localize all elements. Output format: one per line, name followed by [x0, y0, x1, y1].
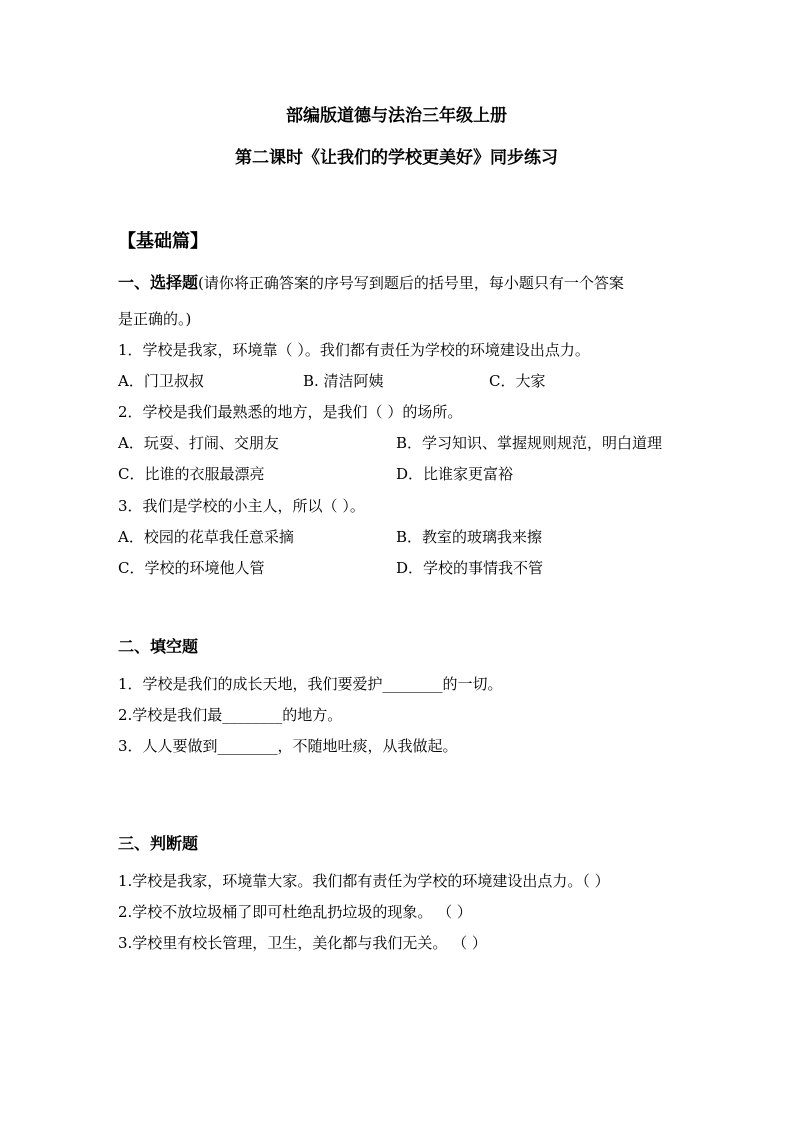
document-subtitle: 第二课时《让我们的学校更美好》同步练习: [235, 148, 558, 168]
document-title: 部编版道德与法治三年级上册: [286, 106, 507, 126]
choice-q2-option-c: C．比谁的衣服最漂亮: [118, 465, 265, 483]
judge-q3: 3.学校里有校长管理，卫生，美化都与我们无关。 （ ）: [118, 934, 487, 952]
fill-q3: 3．人人要做到________，不随地吐痰，从我做起。: [118, 737, 458, 755]
choice-q2-option-a: A．玩耍、打闹、交朋友: [118, 434, 279, 452]
choice-q1-stem: 1．学校是我家，环境靠（ ）。我们都有责任为学校的环境建设出点力。: [118, 341, 590, 359]
choice-q1-option-b: B. 清洁阿姨: [303, 372, 384, 390]
choice-q3-stem: 3．我们是学校的小主人，所以（ ）。: [118, 497, 365, 515]
choice-q2-option-b: B．学习知识、掌握规则规范，明白道理: [396, 434, 663, 452]
choice-instruction-line2: 是正确的。): [118, 310, 192, 328]
choice-q3-option-a: A．校园的花草我任意采摘: [118, 528, 294, 546]
judge-q2: 2.学校不放垃圾桶了即可杜绝乱扔垃圾的现象。 （ ）: [118, 903, 472, 921]
choice-q3-option-d: D．学校的事情我不管: [396, 559, 544, 577]
fill-q1: 1．学校是我们的成长天地，我们要爱护________的一切。: [118, 675, 503, 693]
choice-instruction-line1: (请你将正确答案的序号写到题后的括号里，每小题只有一个答案: [198, 274, 624, 292]
choice-q3-option-b: B．教室的玻璃我来擦: [396, 528, 543, 546]
choice-q3-option-c: C．学校的环境他人管: [118, 559, 265, 577]
choice-q1-option-c: C．大家: [489, 372, 546, 390]
fill-q2: 2.学校是我们最________的地方。: [118, 706, 343, 724]
choice-section-heading: 一、选择题: [118, 273, 199, 292]
judge-section-heading: 三、判断题: [118, 834, 199, 853]
choice-section-heading-line: [118, 275, 624, 291]
choice-q2-stem: 2．学校是我们最熟悉的地方，是我们（ ）的场所。: [118, 403, 463, 421]
judge-q1: 1.学校是我家，环境靠大家。我们都有责任为学校的环境建设出点力。（ ）: [118, 872, 610, 890]
choice-q1-option-a: A．门卫叔叔: [118, 372, 204, 390]
fill-section-heading: 二、填空题: [118, 637, 199, 656]
basic-section-heading: 【基础篇】: [118, 231, 208, 252]
choice-q2-option-d: D．比谁家更富裕: [396, 465, 514, 483]
